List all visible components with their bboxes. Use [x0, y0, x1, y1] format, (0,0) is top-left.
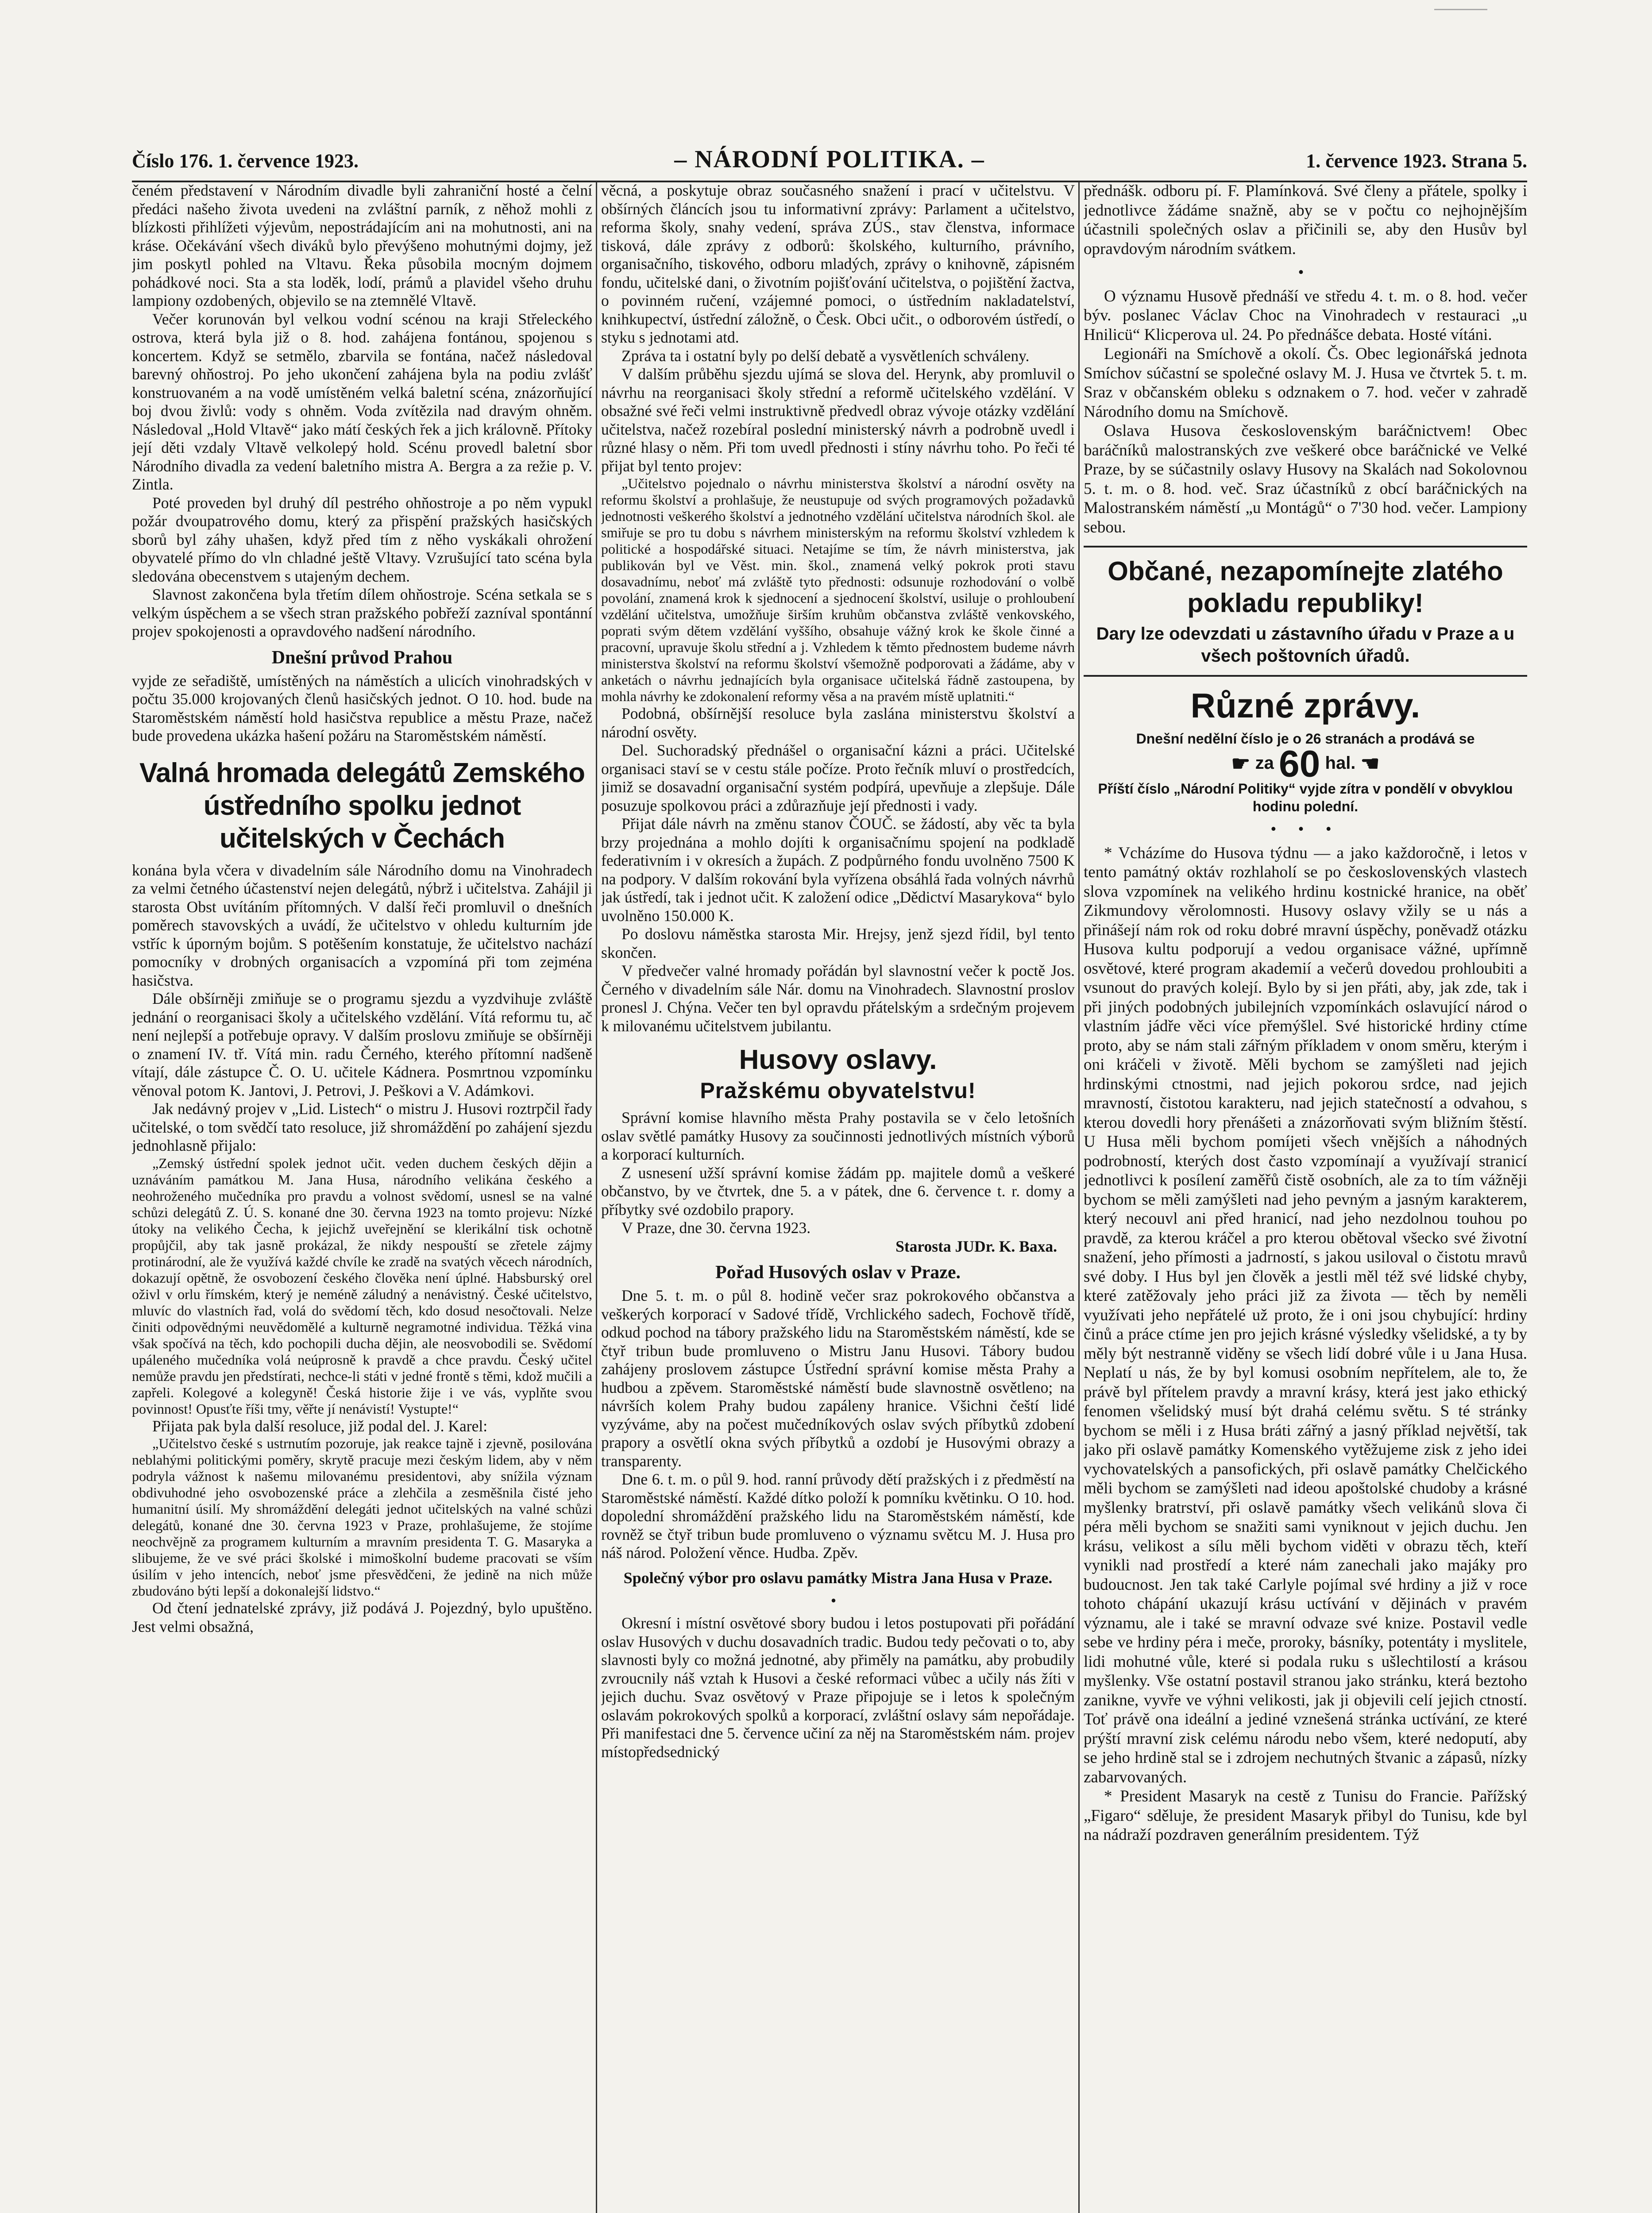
separator: • — [1298, 263, 1313, 281]
article-paragraph: Večer korunován byl velkou vodní scénou na kraji Střeleckého ostrova, která byla již o 8. hod. zahájena fontánou, spojenou s koncertem. Když se setmělo, zbarvila se fontána, načež následoval barevný ohňostroj. Po jeho ukončení zahájena byla na podiu zvlášť konstruovaném a na vodě umístěném velká baletní scéna, znázorňující boj dvou živlů: vody s ohněm. Voda zvítězila nad dravým ohněm. Následoval „Hold Vltavě“ jako mátí českých řek a jich královně. Přítoky její děti vzdaly Vltavě velkolepý hold. Scénu provedl baletní sbor Národního divadla za vedení baletního mistra A. Bergra a za režie p. V. Zintla. — [132, 310, 592, 493]
separator: • • • — [1270, 820, 1340, 839]
issue-notice: Dnešní nedělní číslo je o 26 stranách a prodává se — [1136, 731, 1475, 747]
article-paragraph: Dne 5. t. m. o půl 8. hodině večer sraz pokrokového občanstva a veškerých korporací v Sadové třídě, Vrchlického sadech, Fochově třídě, odkud pochod na tábory pražského lidu na Staroměstském náměstí, kde se čtyř tribun bude promluveno o Mistru Janu Husovi. Tábory budou zahájeny proslovem zástupce Ústřední správní komise města Prahy a hudbou a zpěvem. Staroměstské náměstí bude slavnostně osvětleno; na návrších kolem Prahy budou zapáleny hranice. Všichni čeští lidé vyzýváme, aby na počest mučedníkových oslav svých příbytků zdobení prapory a osvětlí okna svých příbytků a ozdobí je Husovými obrazy a transparenty. — [601, 1287, 1075, 1470]
ad-title: Občané, nezapomínejte zlatého pokladu republiky! — [1108, 556, 1503, 618]
article-paragraph: Okresní i místní osvětové sbory budou i letos postupovati při pořádání oslav Husových v duchu dosavadních tradic. Budou tedy pečovati o to, aby slavnosti byly co možná jednotné, aby přiměly na památku, aby probudily zvroucnily náš vztah k Husovi a české reformaci vůbec a učily nás žíti v jejich duchu. Svaz osvětový v Praze připojuje se i letos k společným oslavám pokrokových spolků a korporací, zvláštní oslavy sám nepořádaje. Při manifestaci dne 5. července učiní za něj na Staroměstském nám. projev místopředsednický — [601, 1614, 1075, 1761]
separator: • — [830, 1591, 845, 1609]
article-paragraph: Od čtení jednatelské zprávy, již podává J. Pojezdný, bylo upuštěno. Jest velmi obsažná, — [132, 1599, 592, 1635]
column-rule — [1078, 181, 1080, 2213]
article-paragraph: Legionáři na Smíchově a okolí. Čs. Obec legionářská jednota Smíchov súčastní se společné oslavy M. J. Husa ve čtvrtek 5. t. m. Sraz v občanském obleku s odznakem o 7. hod. večer v zahradě Národního domu na Smíchově. — [1084, 345, 1527, 421]
signature: Starosta JUDr. K. Baxa. — [895, 1237, 1057, 1255]
ad-text: Dary lze odevzdati u zástavního úřadu v Praze a u všech poštovních úřadů. — [1096, 624, 1515, 666]
article-paragraph: Oslava Husova československým baráčnictvem! Obec baráčníků malostranských zve veškeré obce baráčnické ve Velké Praze, by se súčastnily oslavy Husovy na Skalách nad Sokolovnou 5. t. m. o 8. hod. več. Sraz účastníků z obcí baráčnických na Malostranském náměstí „u Montágů“ o 7'30 hod. večer. Lampiony sebou. — [1084, 422, 1527, 536]
column-2 — [601, 181, 1075, 2213]
resolution-quote: „Učitelstvo pojednalo o návrhu ministerstva školství a národní osvěty na reformu školství a prohlašuje, že neustupuje od svých programových požadavků jednotnosti veškerého školství a jednotného vzdělání učitelstva národních škol. ale smiřuje se pro tu dobu s návrhem ministerským na reformu školství vzhledem k politické a hospodářské situaci. Netajíme se tím, že návrh ministerstva, jak publikován byl ve Věst. min. škol., znamená velký pokrok proti stavu dosavadnímu, neboť má zvláště tyto přednosti: odsunuje rozhodování o volbě povolání, znamená krok k sjednocení a sjednocení školství, usiluje o prohloubení vzdělání učitelstva, umožňuje širším kruhům občanstva zvláště venkovského, poprati svým dětem vzdělání vyššího, obsahuje vážný krok ke škole činné a pracovní, upravuje školu střední a j. Vzhledem k těmto přednostem budeme návrh ministerstva školství na reformu školství všemožně podporovati a žádáme, aby v anketách o návrhu jednajících byla organisace učitelská řádně zastoupena, by mohla návrhy ke zdokonalení reformy věsa a na pravém místě uplatniti.“ — [601, 475, 1075, 704]
article-paragraph: vyjde ze seřadiště, umístěných na náměstích a ulicích vinohradských v počtu 35.000 krojovaných členů hasičských jednot. O 10. hod. bude na Staroměstském náměstí hold hasičstva republice a městu Praze, načež bude provedena ukázka hašení požáru na Staroměstském náměstí. — [132, 671, 592, 744]
article-paragraph: Del. Suchoradský přednášel o organisační kázni a práci. Učitelské organisaci staví se v cestu stále počíze. Proto řečník mluví o prostředcích, jimiž se dosavadní organisační systém podpírá, upevňuje a zlepšuje. Dále posuzuje spolkovou práci a zdůrazňuje její přednosti i vady. — [601, 741, 1075, 814]
section-heading: Společný výbor pro oslavu památky Mistra Jana Husa v Praze. — [623, 1569, 1053, 1587]
article-paragraph: Z usnesení užší správní komise žádám pp. majitele domů a veškeré občanstvo, by ve čtvrtek, dne 5. a v pátek, dne 6. července t. r. domy a příbytky své ozdobilo prapory. — [601, 1164, 1075, 1218]
article-paragraph: čeném představení v Národním divadle byli zahraniční hosté a čelní předáci našeho života uvedeni na zvláštní parník, z něhož mohli z blízkosti přihlížeti výjevům, nepostrádajícím ani na mohutnosti, ani na kráse. Očekávání všech diváků bylo převýšeno mohutnými dojmy, jež jim poskytl pohled na Vltavu. Řeka působila mocným dojmem pohádkové noci. Sta a sta loděk, lodí, prámů a plavidel všeho druhu lampiony ozdobených, objevilo se na ztemnělé Vltavě. — [132, 181, 592, 309]
article-paragraph: Přijata pak byla další resoluce, již podal del. J. Karel: — [152, 1417, 488, 1435]
article-paragraph: Správní komise hlavního města Prahy postavila se v čelo letošních oslav světlé památky Husovy za součinnosti jednotlivých místních výborů a korporací kulturních. — [601, 1109, 1075, 1163]
article-paragraph: Slavnost zakončena byla třetím dílem ohňostroje. Scéna setkala se s velkým úspěchem a se všech stran pražského pobřeží zazníval spontánní projev spokojenosti a opravdového nadšení národního. — [132, 586, 592, 640]
article-paragraph: Přijat dále návrh na změnu stanov ČOUČ. se žádostí, aby věc ta byla brzy projednána a mohlo dojíti k organisačnímu spojení na podkladě federativním i v okresích a župách. Z podpůrného fondu uvolněno 7500 K na podpory. V dalším rokování byla vyřízena obsáhlá řada volných návrhů jak ústředí, tak i jednot učit. K založení odice „Dědictví Masarykova“ bylo uvolněno 150.000 K. — [601, 815, 1075, 925]
price-unit: hal. — [1325, 753, 1356, 773]
pointing-hand-left-icon: ☚ — [1360, 752, 1380, 776]
article-subheadline: Pražskému obyvatelstvu! — [700, 1078, 976, 1103]
next-issue-notice: Příští číslo „Národní Politiky“ vyjde zítra v pondělí v obvyklou hodinu polední. — [1098, 781, 1513, 815]
resolution-quote: „Učitelstvo české s ustrnutím pozoruje, jak reakce tajně i zjevně, posilována neblahými politickými poměry, skrytě pracuje mezi českým lidem, aby v něm podryla vážnost k našemu milovanému presidentovi, aby snížila význam obdivuhodné jeho osvobozenské práce a zlehčila a zesměšnila čisté jeho humanitní úsilí. My shromáždění delegáti jednot učitelských na valné schůzi delegátů, konané dne 30. června 1923 v Praze, prohlašujeme, že stojíme neochvějně za programem kulturním a mravním presidenta T. G. Masaryka a slibujeme, že ve své práci školské i mimoškolní budeme pracovati se vším úsilím v jeho intencích, neboť jsme přesvědčeni, že jedině na nich může zbudováno býti lepší a dokonalejší lidstvo.“ — [132, 1435, 592, 1599]
price-line — [1084, 743, 1527, 785]
resolution-quote: „Zemský ústřední spolek jednot učit. veden duchem českých dějin a uznáváním památkou M. Jana Husa, národního velikána českého a neohroženého mučedníka pro pravdu a volnost svědomí, usnesl se na valné schůzi delegátů Z. Ú. S. konané dne 30. června 1923 na tomto projevu: Nízké útoky na velikého Čecha, k jejichž uveřejnění se klerikální tisk ochotně propůjčil, aby tak jasně prokázal, že nikdy nespouští se zřetele zájmy protinárodní, ale že využívá každé chvíle ke zradě na svatých věcech národních, dokazují opětně, že osvobození českého člověka není úplné. Habsburský orel oživl v orlu římském, který je neméně záludný a nenávistný. České učitelstvo, mluvíc do vlastních řad, volá do svědomí těch, kdo dosud nesočtovali. Nelze činiti odpovědnými neuvědomělé a kulturně negramotné individua. Těžká vina však spočívá na těch, kdo pochopili ducha dějin, ale neosvobodili se. Svědomí upáleného mučedníka volá neúprosně k pravdě a chce pravdu. Český učitel nemůže pravdu jen předstírati, nechce-li státi v jedné frontě s těmi, kdož mučili a zapřeli. Kolegové a kolegyně! Česká historie žije i ve vás, vyplňte svou povinnost! Opusťte říši tmy, věřte jí nenávistí! Vystupte!“ — [132, 1155, 592, 1417]
article-paragraph: Poté proveden byl druhý díl pestrého ohňostroje a po něm vypukl požár dvoupatrového domu, který za přispění pražských hasičských sborů byl záhy uhašen, když před tím z něho vyskákali ohrožení obyvatelé přímo do vln chladné ještě Vltavy. Vzrušující tato scéna byla sledována obecenstvem s utajeným dechem. — [132, 493, 592, 585]
page-number: 1. července 1923. Strana 5. — [1306, 150, 1527, 172]
article-paragraph: Podobná, obšírnější resoluce byla zaslána ministerstvu školství a národní osvěty. — [601, 705, 1075, 741]
article-paragraph: * President Masaryk na cestě z Tunisu do Francie. Pařížský „Figaro“ sděluje, že president Masaryk přibyl do Tunisu, kde byl na nádraží pozdraven generálním presidentem. Týž — [1084, 1787, 1527, 1844]
article-paragraph: V předvečer valné hromady pořádán byl slavnostní večer k poctě Jos. Černého v divadelním sále Nár. domu na Vinohradech. Slavnostní proslov pronesl J. Chýna. Večer ten byl opravdu přátelským a srdečným projevem k milovanému učitelstvem jubilantu. — [601, 962, 1075, 1035]
price-number: 60 — [1278, 743, 1320, 785]
pointing-hand-right-icon: ☛ — [1231, 752, 1251, 776]
article-paragraph: * Vcházíme do Husova týdnu — a jako každoročně, i letos v tento památný oktáv rozhlaholí se po československých vlastech slova vzpomínek na velikého hrdinu kostnické hranice, na oběť Zikmundovy věrolomnosti. Husovy oslavy vžily se u nás a přinášejí nám rok od roku dobré mravní úspěchy, poněvadž otázku Husova kultu podporují a vedou organisace vážné, upřímně osvětové, které program akademií a večerů dovedou prohloubiti a vsunout do pravých kolejí. Bylo by si jen přáti, aby, jak zde, tak i při jiných podobných jubilejních vzpomínkách oslavující národ o vlastním jádře věci více přemýšlel. Své historické hrdiny ctíme proto, aby se nám stali zářným příkladem v onom směru, kterým i oni kráčeli v životě. Měli bychom se zamýšleti nad jejich hrdinskými ctnostmi, nad jejich pokorou srdce, nad jejich mravností, čistotou karakteru, nad jejich statečností a odvahou, s kterou dovedli hory přenášeti a znázorňovati svým bližním štěstí. U Husa měli bychom pomíjeti všech vnějších a náhodných podrobností, kterých dost často vzpomínají a využívají stranicí jednotlivci k posílení zaměřů čistě osobních, ale za to tím vážněji bychom se měli zamýšleti nad jeho pevným a jasným karakterem, který necouvl ani před hranicí, nad jeho nezdolnou touhou po pravdě, za kterou kráčel a pro kterou obětoval všecko své životní snažení, jeho přímosti a jadrností, s jakou usiloval o čistotu mravů své doby. I Hus byl jen člověk a jestli měl též své lidské chyby, které zatěžovaly jeho práci již za života — těch by neměli využívati jeho nepřátelé už proto, že i oni jsou chybující: hrdiny činů a práce ctíme jen pro jejich krásné výsledky všelidské, a ty by měly být nestranně viděny se všech lidí dobré vůle i u Jana Husa. Neplatí u nás, že by byl komusi osobním nepřítelem, ale to, že právě byl přítelem pravdy a mravní krásy, která jest jako ethický fenomen všelidský musí být drahá celému světu. S té stránky bychom se měli i z Husa bráti zářný a jasný příklad největší, tak jako při oslavě památky Komenského vytěžujeme zisk z jeho idei vychovatelských a pansofických, při oslavě památky Chelčického měli bychom se zamýšleti nad ideou apoštolské chudoby a krásné myšlenky bratrství, při oslavě památky všech velikánů slova či péra měli bychom se snažiti sami vyniknout v jejich duchu. Jen krásu, velikost a sílu měli bychom viděti v obrazu těch, kteří vynikli nad prostředí a které nám zanechali jako majáky pro budoucnost. Jen tak také Carlyle pojímal své hrdiny a již v roce tohoto chápání ukazují krásu uctívání v dějinách v pravém významu, ale i také se mravní odvaze své knize. Postavil vedle sebe ve hrdiny péra i meče, proroky, básníky, potentáty i myslitele, lidi mohutné vůle, které si podala ruku s ušlechtilostí a krásou myšlenky. Vše ostatní postavil stranou jako stránku, která beztoho zanikne, vyvře ve výhni velikosti, jak ji objevili celí jejich ctností. Toť právě ona ideální a jediné vznešená stránka uctívání, ze které prýští mravní zisk celému národu nebo všem, které nedoputí, aby se jeho hrdině stal se i zdrojem nechutných štvanic a zápasů, nízky zabarvovaných. — [1084, 844, 1527, 1786]
issue-number: Číslo 176. 1. července 1923. — [132, 150, 359, 172]
section-heading: Pořad Husových oslav v Praze. — [715, 1262, 961, 1283]
page-header — [132, 141, 1527, 182]
section-heading: Dnešní průvod Prahou — [271, 647, 453, 668]
column-rule — [596, 181, 597, 2213]
article-paragraph: Dále obšírněji zmiňuje se o programu sjezdu a vyzdvihuje zvláště jednání o reorganisaci školy a učitelského vzdělání. Vítá reformu tu, ač není nejlepší a potřebuje opravy. V dalším proslovu zmiňuje se obšírněji o znamení IV. tř. Vítá min. radu Černého, kterého přítomní nadšeně vítají, dále zástupce Č. O. U. učitele Kádnera. Posmrtnou vzpomínku věnoval potom K. Jantovi, J. Petrovi, J. Peškovi a V. Adámkovi. — [132, 990, 592, 1099]
article-paragraph: věcná, a poskytuje obraz současného snažení i prací v učitelstvu. V obšírných článcích jsou tu informativní zprávy: Parlament a učitelstvo, reforma školy, snahy vedení, správa ZÚS., stav členstva, informace tisková, dále zprávy z odborů: školského, kulturního, právního, organisačního, tiskového, odboru mladých, zprávy o knihovně, zápisném fondu, učitelské dani, o životním pojišťování učitelstva, o pojištění žactva, o povinném ručení, vzájemné pomoci, o ústředním nakladatelství, knihkupectví, ústřední záložně, o Česk. Obci učit., o odborovém ústředí, o styku s jednotami atd. — [601, 181, 1075, 346]
section-title: Různé zprávy. — [1190, 686, 1420, 725]
article-paragraph: V dalším průběhu sjezdu ujímá se slova del. Herynk, aby promluvil o návrhu na reorganisaci školy střední a reformě učitelského vzdělání. V obsažné své řeči velmi instruktivně předvedl obraz vývoje otázky vzdělání učitelstva, načež rozebíral poslední ministerský návrh a podrobně uvedl i různé hlasy o něm. Při tom uvedl přednosti i stíny návrhu toho. Po řeči té přijat byl tento projev: — [601, 365, 1075, 475]
dateline: V Praze, dne 30. června 1923. — [621, 1219, 811, 1237]
article-paragraph: O významu Husově přednáší ve středu 4. t. m. o 8. hod. večer býv. poslanec Václav Choc na Vinohradech v restauraci „u Hnilicü“ Klicperova ul. 24. Po přednášce debata. Hosté vítáni. — [1084, 287, 1527, 344]
newspaper-title: – NÁRODNÍ POLITIKA. – — [674, 146, 985, 173]
corner-mark — [1434, 9, 1487, 28]
article-paragraph: Dne 6. t. m. o půl 9. hod. ranní průvody dětí pražských i z předměstí na Staroměstské náměstí. Každé dítko položí k pomníku květinku. O 10. hod. dopolední shromáždění pražského lidu na Staroměstském náměstí, kde rovněž se čtyř tribun bude promluveno o významu světcu M. J. Husa pro náš národ. Položení věnce. Hudba. Zpěv. — [601, 1470, 1075, 1561]
article-paragraph: konána byla včera v divadelním sále Národního domu na Vinohradech za velmi četného účastenství nejen delegátů, nýbrž i učitelstva. Zahájil ji starosta Obst uvítáním přítomných. V další řeči promluvil o dnešních poměrech stavovských a uvádí, že učitelstvo v ohledu kulturním jde vstříc k úporným bojům. S potěšením konstatuje, že učitelstvo nachází pomocníky v drobných organisacích a vzpomíná při tom zejména hasičstva. — [132, 861, 592, 989]
column-3 — [1084, 181, 1527, 2213]
article-paragraph: Jak nedávný projev v „Lid. Listech“ o mistru J. Husovi roztrpčil řady učitelské, o tom svědčí tato resoluce, již shromáždění po zahájení sjezdu jednohlasně přijalo: — [132, 1100, 592, 1154]
article-paragraph: Po doslovu náměstka starosta Mir. Hrejsy, jenž sjezd řídil, byl tento skončen. — [601, 925, 1075, 961]
column-1 — [132, 181, 592, 2213]
advertisement-box — [1084, 546, 1527, 677]
price-prefix: za — [1255, 753, 1274, 773]
article-paragraph: Zpráva ta i ostatní byly po delší debatě a vysvětleních schváleny. — [621, 347, 1030, 365]
article-paragraph: přednášk. odboru pí. F. Plamínková. Své členy a přátele, spolky i jednotlivce žádáme snažně, aby se v počtu co nejhojnějším účastnili společných oslav a přičinili se, aby den Husův byl opravdovým národním svátkem. — [1084, 182, 1527, 258]
article-headline: Husovy oslavy. — [739, 1045, 937, 1075]
article-headline: Valná hromada delegátů Zemského ústředního spolku jednot učitelských v Čechách — [139, 757, 585, 854]
